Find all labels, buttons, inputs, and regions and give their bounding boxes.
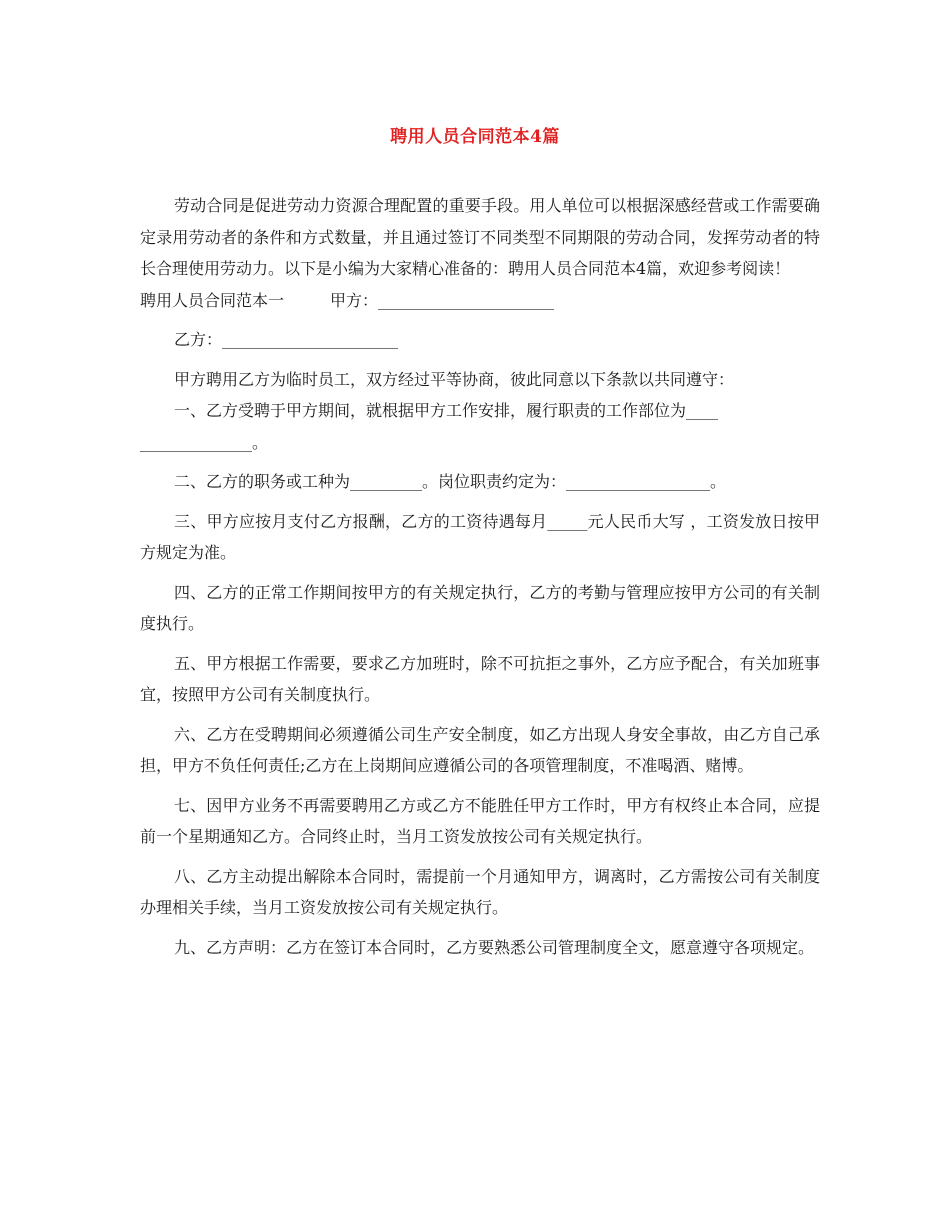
- section-heading: 聘用人员合同范本一: [140, 290, 285, 310]
- clause-9: 九、乙方声明：乙方在签订本合同时，乙方要熟悉公司管理制度全文，愿意遵守各项规定。: [174, 937, 815, 957]
- document-title: 聘用人员合同范本4篇: [390, 127, 560, 147]
- clause-5: 五、甲方根据工作需要，要求乙方加班时，除不可抗拒之事外，乙方应予配合，有关加班事宜，按照甲方公司有关制度执行。: [140, 653, 820, 704]
- clause-1-continuation: ______________。: [140, 432, 269, 452]
- clause-3: 三、甲方应按月支付乙方报酬，乙方的工资待遇每月_____元人民币大写 ，工资发放日按甲方规定为准。: [140, 511, 820, 562]
- clause-4: 四、乙方的正常工作期间按甲方的有关规定执行，乙方的考勤与管理应按甲方公司的有关制度执行。: [140, 582, 820, 633]
- section-heading-line: [140, 285, 820, 317]
- clause-1: 一、乙方受聘于甲方期间，就根据甲方工作安排，履行职责的工作部位为____: [174, 401, 719, 420]
- document-body: [140, 190, 820, 963]
- clause-7: 七、因甲方业务不再需要聘用乙方或乙方不能胜任甲方工作时，甲方有权终止本合同，应提前一个星期通知乙方。合同终止时，当月工资发放按公司有关规定执行。: [140, 795, 820, 846]
- clause-8: 八、乙方主动提出解除本合同时，需提前一个月通知甲方，调离时，乙方需按公司有关制度办理相关手续，当月工资发放按公司有关规定执行。: [140, 866, 820, 917]
- party-b-field: 乙方：______________________: [174, 330, 399, 349]
- clause-2: 二、乙方的职务或工种为_________。岗位职责约定为：__________________。: [174, 472, 727, 491]
- preamble-paragraph: 甲方聘用乙方为临时员工，双方经过平等协商，彼此同意以下条款以共同遵守：: [174, 369, 735, 389]
- clause-6: 六、乙方在受聘期间必须遵循公司生产安全制度，如乙方出现人身安全事故，由乙方自己承担，甲方不负任何责任;乙方在上岗期间应遵循公司的各项管理制度，不准喝酒、赌博。: [140, 724, 820, 775]
- party-a-field: 甲方：______________________: [330, 290, 555, 310]
- intro-paragraph: 劳动合同是促进劳动力资源合理配置的重要手段。用人单位可以根据深感经营或工作需要确定录用劳动者的条件和方式数量，并且通过签订不同类型不同期限的劳动合同，发挥劳动者的特长合理使用劳动力。以下是小编为大家精心准备的：聘用人员合同范本4篇，欢迎参考阅读！: [140, 196, 820, 278]
